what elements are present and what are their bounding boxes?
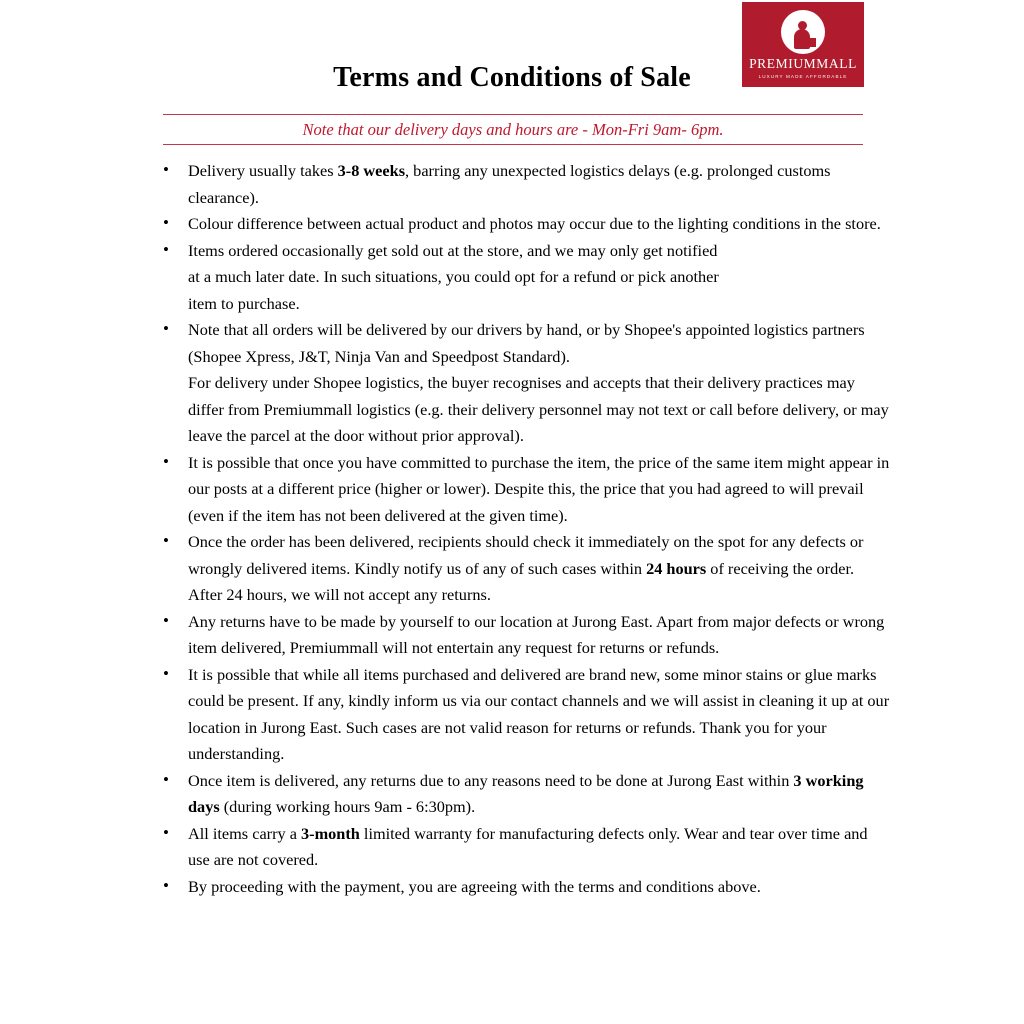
bullet-icon: • [163, 319, 169, 338]
bullet-icon: • [163, 531, 169, 550]
terms-list [150, 158, 890, 900]
terms-list-item-text: Colour difference between actual product and photos may occur due to the lighting conditions in the store. [188, 214, 881, 233]
page-title: Terms and Conditions of Sale [333, 62, 691, 93]
terms-list-item-text: Any returns have to be made by yourself to our location at Jurong East. Apart from major defects or wrong item delivered, Premiummall will not entertain any request for returns or refunds. [188, 611, 885, 657]
terms-list-item [150, 874, 890, 901]
terms-list-item [150, 317, 890, 450]
terms-list-item [150, 662, 890, 768]
terms-list-item-text: Items ordered occasionally get sold out at the store, and we may only get notified at a much later date. In such situations, you could opt for a refund or pick another item to purchase. [188, 240, 719, 313]
bullet-icon: • [163, 451, 169, 471]
terms-list-item [150, 768, 890, 821]
bullet-icon: • [163, 239, 169, 259]
terms-list-item [150, 450, 890, 530]
terms-list-item [150, 158, 890, 211]
terms-list-item [150, 609, 890, 662]
bullet-icon: • [163, 875, 169, 895]
bullet-icon: • [163, 663, 169, 683]
bullet-icon: • [163, 610, 169, 630]
bullet-icon: • [163, 822, 169, 842]
terms-list-item-text: Once item is delivered, any returns due to any reasons need to be done at Jurong East within 3 working days (during working hours 9am - 6:30pm). [188, 770, 864, 816]
terms-list-item [150, 821, 890, 874]
terms-list-item-text: It is possible that once you have committed to purchase the item, the price of the same item might appear in our posts at a different price (higher or lower). Despite this, the price that you had agreed to will prevail (even if the item has not been delivered at the given time). [188, 452, 890, 525]
bullet-icon: • [163, 769, 169, 789]
terms-list-item [150, 211, 890, 238]
terms-list-item-text: Note that all orders will be delivered by our drivers by hand, or by Shopee's appointed logistics partners (Shopee Xpress, J&T, Ninja Van and Speedpost Standard). For delivery under Shopee logistics, the buyer recognises and accepts that their delivery practices may differ from Premiummall logistics (e.g. their delivery personnel may not text or call before delivery, or may leave the parcel at the door without prior approval). [188, 320, 889, 445]
shopper-figure-icon [781, 10, 825, 54]
terms-content [150, 158, 890, 900]
delivery-notice-block [163, 114, 863, 145]
terms-list-item-text: All items carry a 3-month limited warranty for manufacturing defects only. Wear and tear over time and use are not covered. [188, 823, 868, 869]
delivery-notice-text: Note that our delivery days and hours are - Mon-Fri 9am- 6pm. [302, 120, 724, 139]
terms-list-item-text: By proceeding with the payment, you are agreeing with the terms and conditions above. [188, 876, 761, 896]
terms-list-item-text: It is possible that while all items purchased and delivered are brand new, some minor stains or glue marks could be present. If any, kindly inform us via our contact channels and we will assist in cleaning it up at our location in Jurong East. Such cases are not valid reason for returns or refunds. Thank you for your understanding. [188, 664, 890, 763]
terms-list-item-text: Delivery usually takes 3-8 weeks, barring any unexpected logistics delays (e.g. prolonged customs clearance). [188, 161, 831, 207]
bullet-icon: • [163, 160, 169, 179]
brand-tagline: LUXURY MADE AFFORDABLE [758, 73, 848, 79]
rule-bottom [163, 144, 863, 145]
terms-list-item-text: Once the order has been delivered, recipients should check it immediately on the spot for any defects or wrongly delivered items. Kindly notify us of any of such cases within 24 hours of receiving the order. After 24 hours, we will not accept any returns. [188, 532, 864, 604]
brand-name: PREMIUMMALL [749, 56, 857, 72]
terms-list-item [150, 238, 890, 318]
bullet-icon: • [163, 213, 169, 232]
terms-list-item [150, 529, 890, 609]
